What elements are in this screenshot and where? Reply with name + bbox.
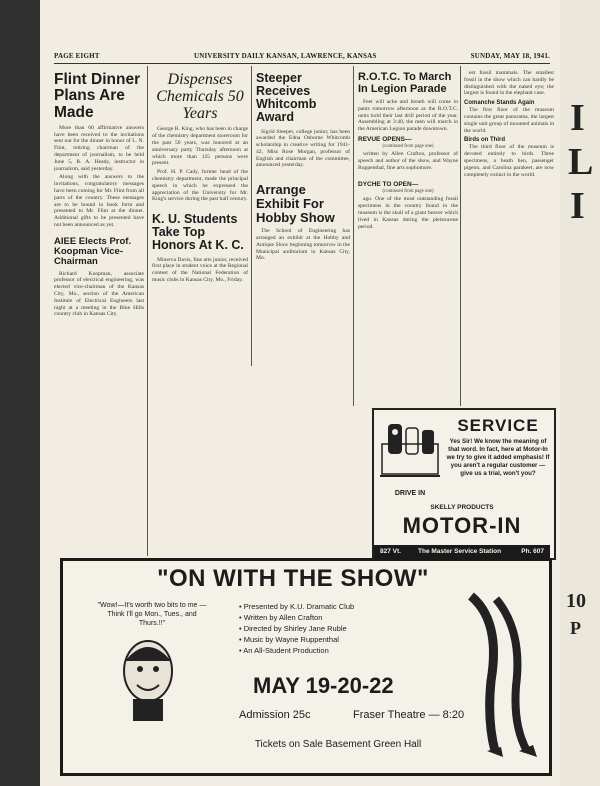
pump-sign: DRIVE IN <box>394 490 426 497</box>
credit-text: Written by Allen Crafton <box>243 613 323 622</box>
aiee-headline: AIEE Elects Prof. Koopman Vice-Chairman <box>54 235 132 267</box>
show-title: "ON WITH THE SHOW" <box>157 565 429 592</box>
column-rule <box>147 66 148 556</box>
dispenses-paragraph-2: Prof. H. P. Cady, former head of the chemistry department, made the principal speech in which he expressed the appreciation of the University for Mr. King's service during the past half century. <box>152 169 248 203</box>
flint-paragraph: Along with the answers to the invitations, congratulatory messages have been coming for Mr. Flint from all parts of the country. These messages are to be bound in book form and presented to Mr. Flint at the dinner. Additional gifts to be presented have not been announced as yet. <box>54 174 144 228</box>
bullet-icon: • <box>239 635 244 644</box>
motor-in-ad <box>372 408 556 560</box>
adjacent-page-edge <box>560 0 600 786</box>
ku-paragraph: Minerva Davis, fine arts junior, received first place in student voice at the Regional contest of the National Federation of music clubs in Kansas City, Mo., Friday. <box>152 256 248 283</box>
flint-headline: Flint Dinner Plans Are Made <box>54 71 141 121</box>
credit-item <box>239 623 439 634</box>
credit-text: Presented by K.U. Dramatic Club <box>243 602 355 611</box>
credit-text: Directed by Shirley Jane Ruble <box>243 624 347 633</box>
credit-item <box>239 634 439 645</box>
dyche-subhead: DYCHE TO OPEN— <box>358 181 419 189</box>
dyche-paragraph: ago. One of the most outstanding fossil specimens in the country found in the museum is the skull of a giant beaver which lived in Kansas during the pleistocene period. <box>358 196 458 230</box>
arrange-paragraph: The School of Engineering has arranged an exhibit at the Hobby and Antique Show beginning tomorrow in the Municipal auditorium in Kansas City, Mo. <box>256 228 350 262</box>
bullet-icon: • <box>239 624 244 633</box>
flint-lead: More than 60 affirmative answers have been received to the invitations sent out for the dinner in honor of L. N. Flint, retiring chairman of the department of journalism, to be held June 5, R. A. Heady, instructor in journalism, said yesterday. <box>54 124 144 172</box>
bullet-icon: • <box>239 646 244 655</box>
next-page-letter: L <box>568 141 594 183</box>
credit-text: Music by Wayne Ruppenthal <box>243 635 339 644</box>
revue-continued: (continued from page one) <box>382 144 434 150</box>
bullet-icon: • <box>239 602 244 611</box>
show-tickets: Tickets on Sale Basement Green Hall <box>254 739 422 750</box>
bullet-icon: • <box>239 613 244 622</box>
column-2 <box>152 66 248 556</box>
newspaper-page <box>40 0 560 786</box>
ad-address: 827 Vt. <box>380 548 401 555</box>
museum-subhead-2: Birds on Third <box>464 137 505 144</box>
museum-paragraph-2: The first floor of the museum contains the great panorama, the largest single unit group of mounted animals in the world. <box>464 107 554 134</box>
credit-item <box>239 601 439 612</box>
aiee-paragraph: Richard Koopman, associate professor of electrical engineering, was elected vice-chairman of the Kansas City, Mo., section of the American Institute of Electrical Engineers last night at a meeting in the Blue Hills country club in Kansas City. <box>54 270 144 318</box>
credit-item <box>239 612 439 623</box>
credits-list <box>239 601 439 656</box>
museum-paragraph-1: est fossil mammals. The smallest fossil in the show which can hardly be distinguished with the naked eye; the largest is found in the elephant case. <box>464 70 554 97</box>
rotc-paragraph: Feet will ache and breath will come in pants tomorrow afternoon as the R.O.T.C. units hold their last drill period of the year. Assembling at 3:40, the men will march in the American Legion parade downtown. <box>358 99 458 133</box>
caricature-icon <box>103 633 193 723</box>
museum-paragraph-3: The third floor of the museum is devoted entirely to birds. Three specimens, a heath hen, passenger pigeon, and Carolina parakeet, are now completely extinct in the world. <box>464 144 554 178</box>
steeper-headline: Steeper Receives Whitcomb Award <box>256 71 317 125</box>
issue-date: SUNDAY, MAY 18, 1941. <box>470 52 550 60</box>
credit-text: An All-Student Production <box>243 646 329 655</box>
steeper-paragraph: Sigrid Steeper, college junior, has been awarded the Edna Osborne Whitcomb scholarship in creative writing for 1941-42, Miss Rose Morgan, professor of English and chairman of the committee, announced yesterday. <box>256 128 350 169</box>
museum-subhead-1: Comanche Stands Again <box>464 100 535 107</box>
service-headline: SERVICE <box>457 416 539 435</box>
ad-tagline: The Master Service Station <box>418 548 502 555</box>
on-with-the-show-ad <box>60 558 552 776</box>
skelly-products: SKELLY PRODUCTS <box>430 504 494 511</box>
next-page-letter: I <box>570 97 585 139</box>
column-rule <box>353 66 354 406</box>
service-body: Yes Sir! We know the meaning of that word. In fact, here at Motor-In we try to give it added emphasis! If you aren't a regular customer — give us a trial, won't you? <box>446 438 550 477</box>
dyche-continued: (continued from page one) <box>382 189 434 195</box>
show-venue: Fraser Theatre — 8:20 <box>353 709 465 721</box>
revue-paragraph: written by Allen Crafton, professor of speech and author of the show, and Wayne Ruppenthal, fine arts sophomore. <box>358 151 458 171</box>
rotc-headline: R.O.T.C. To March In Legion Parade <box>358 71 452 95</box>
column-rule <box>460 66 461 406</box>
gas-pump-icon <box>378 416 442 486</box>
column-5 <box>464 66 554 406</box>
column-rule <box>251 66 252 366</box>
paper-name: UNIVERSITY DAILY KANSAN, LAWRENCE, KANSAS <box>194 52 377 60</box>
dispenses-headline: Dispenses Chemicals 50 Years <box>156 71 244 122</box>
revue-subhead: REVUE OPENS— <box>358 136 412 144</box>
show-dates: MAY 19-20-22 <box>253 673 394 698</box>
arrange-headline: Arrange Exhibit For Hobby Show <box>256 182 335 225</box>
column-3 <box>256 66 350 556</box>
credit-item <box>239 645 439 656</box>
motor-in-brand: MOTOR-IN <box>402 513 522 538</box>
column-4 <box>358 66 458 406</box>
page-number: PAGE EIGHT <box>54 52 100 60</box>
show-admission: Admission 25c <box>239 709 311 721</box>
masthead-rule <box>54 63 550 64</box>
next-page-number: 10 <box>566 590 586 612</box>
ad-footer-bar <box>374 545 550 558</box>
dancer-legs-icon <box>461 591 541 761</box>
ku-headline: K. U. Students Take Top Honors At K. C. <box>152 212 244 253</box>
show-quote: "Wow!—It's worth two bits to me — Think I'll go Mon., Tues., and Thurs.!!" <box>97 602 207 627</box>
next-page-letter: I <box>570 185 585 227</box>
column-1 <box>54 66 144 556</box>
ad-phone: Ph. 607 <box>521 548 544 555</box>
dispenses-paragraph-1: George R. King, who has been in charge of the chemistry department storeroom for the past 50 years, was honored at an anniversary party Thursday afternoon at which more than 125 persons were present. <box>152 126 248 167</box>
next-page-number: P <box>570 618 581 638</box>
